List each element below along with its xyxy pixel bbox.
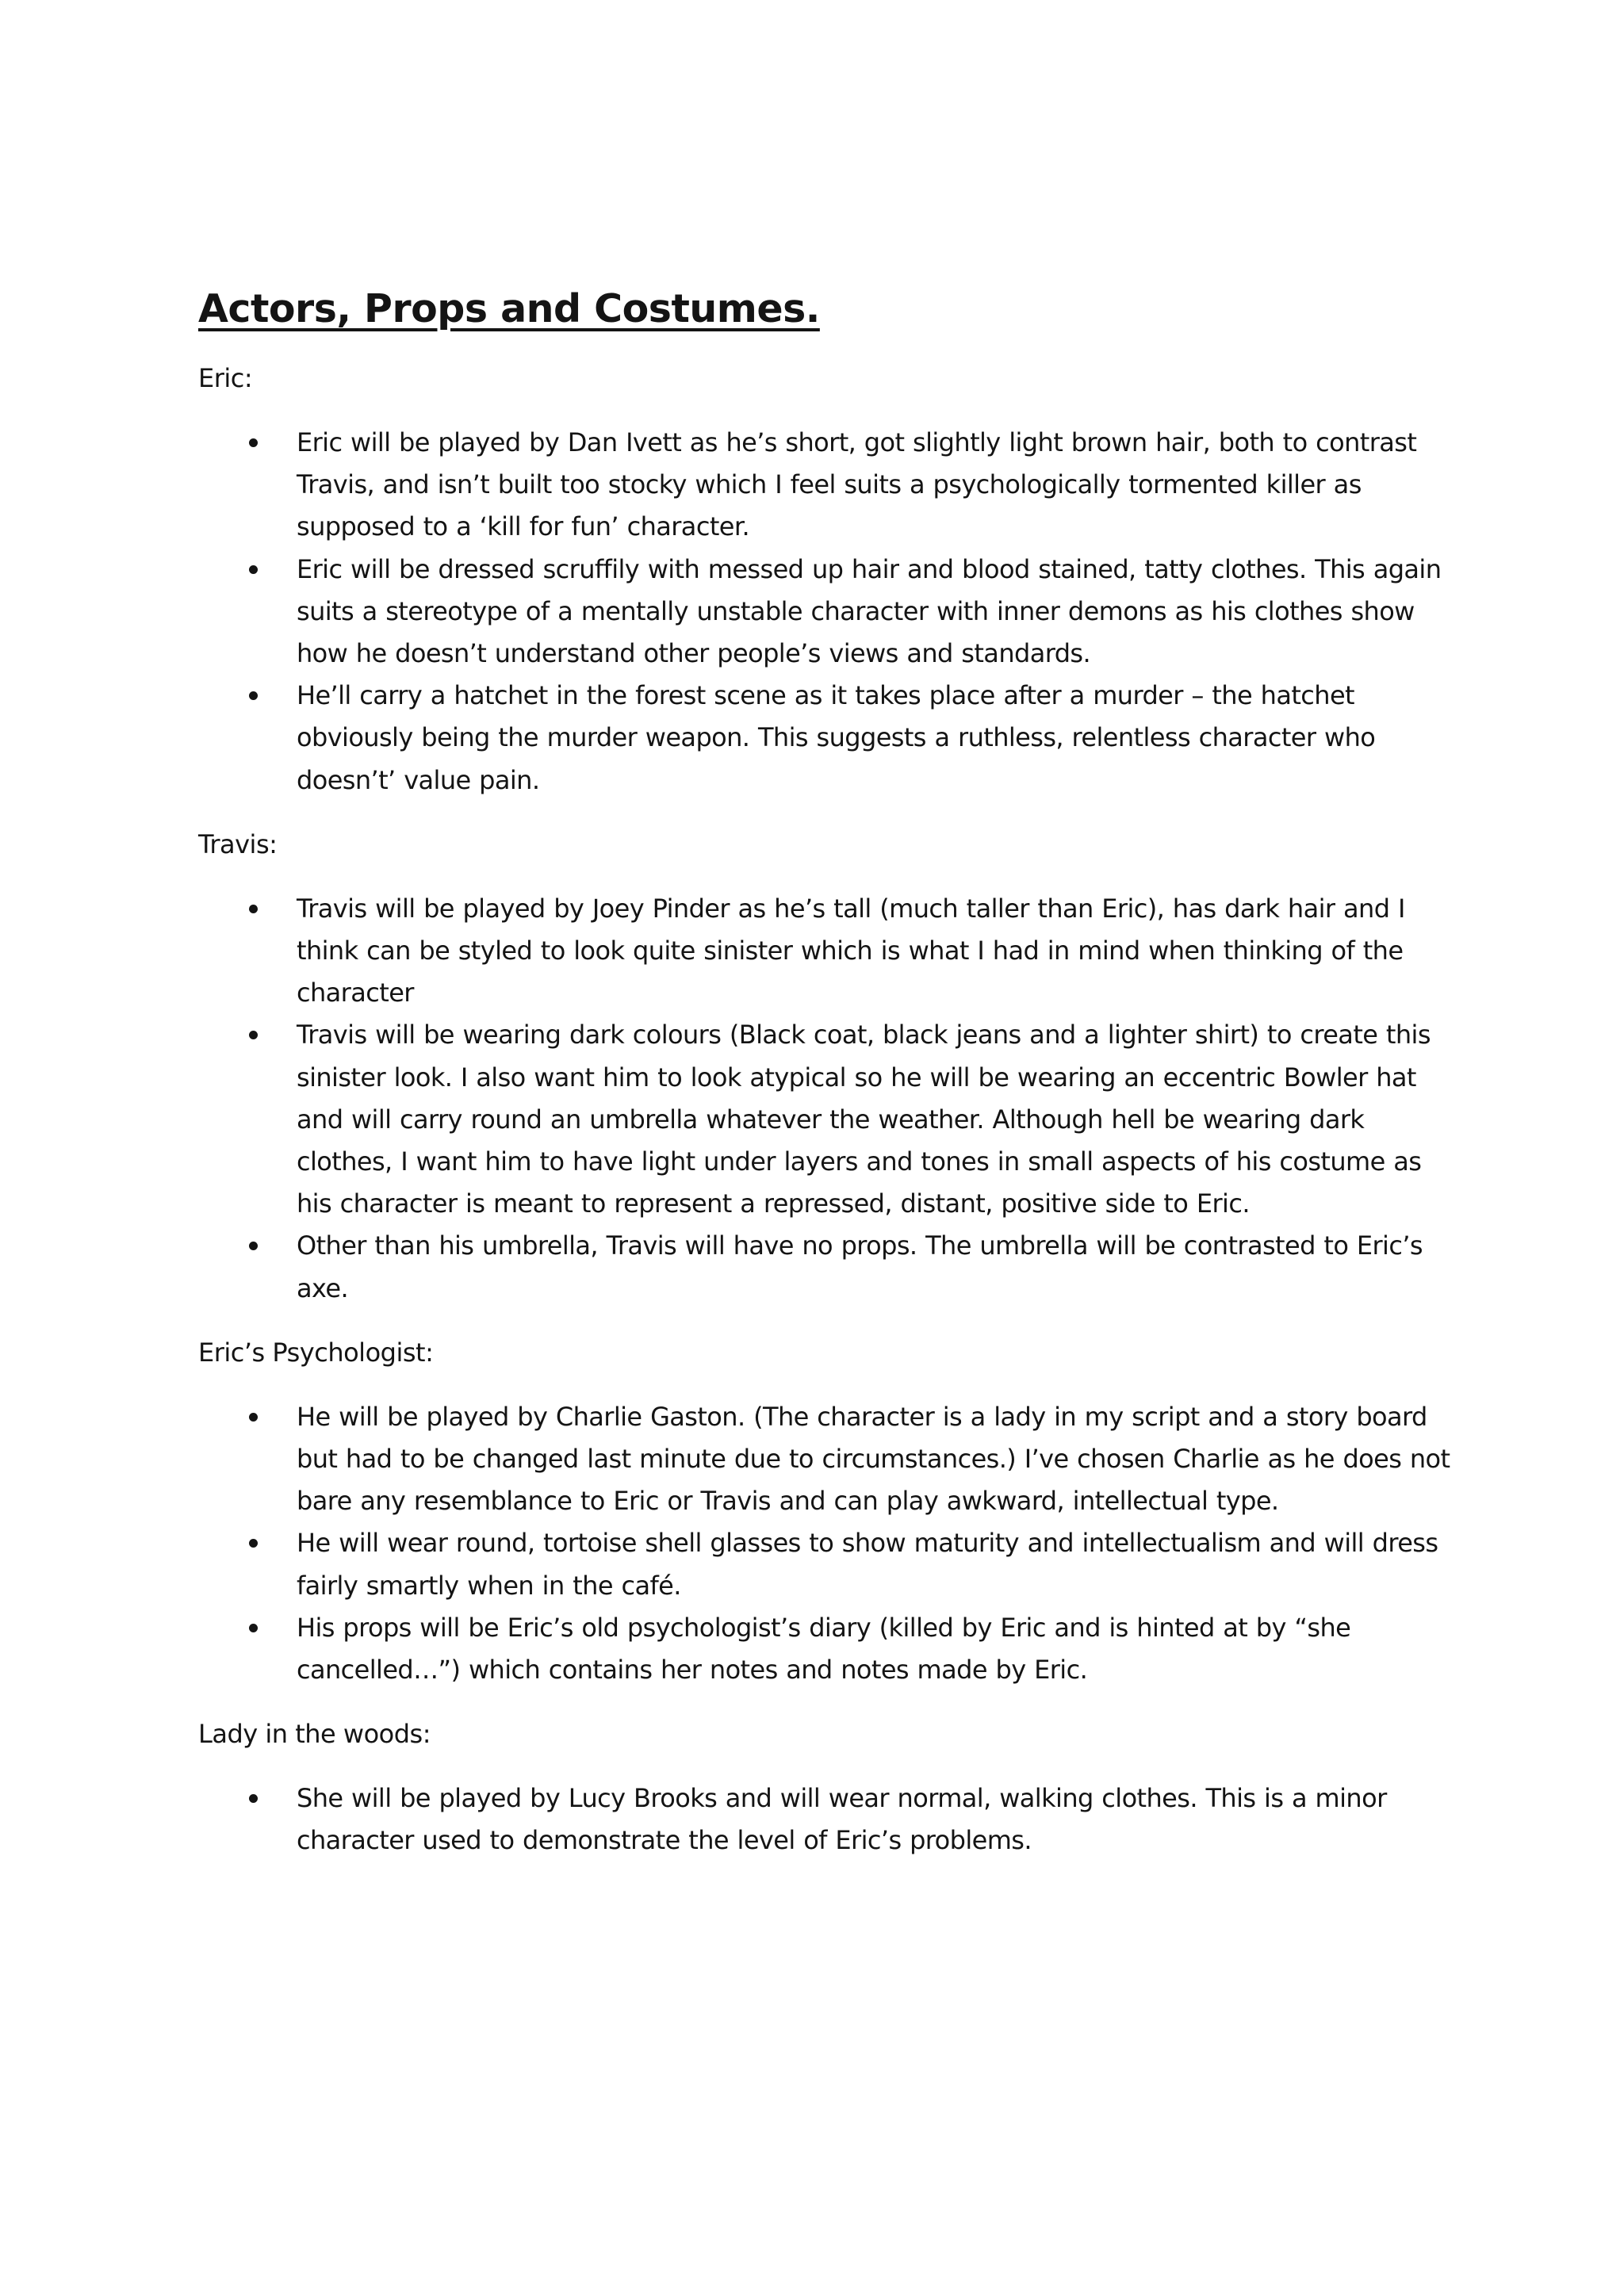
section-label-lady-in-woods: Lady in the woods: xyxy=(198,1719,431,1750)
bullet-icon xyxy=(249,438,258,447)
section-label-travis: Travis: xyxy=(198,828,278,859)
list-item xyxy=(198,888,1459,1015)
list-item-text: He will be played by Charlie Gaston. (The character is a lady in my script and a story board but had to be changed last minute due to circumstances.) I’ve chosen Charlie as he does not bare any resemblance to Eric or Travis and can play awkward, intellectual type. xyxy=(297,1401,1450,1517)
section-psychologist xyxy=(198,1332,1459,1691)
bullet-icon xyxy=(249,1794,258,1803)
list-item xyxy=(198,422,1459,549)
bullet-icon xyxy=(249,905,258,913)
list-item xyxy=(198,1396,1459,1523)
list-item-text: He’ll carry a hatchet in the forest scene as it takes place after a murder – the hatchet obviously being the murder weapon. This suggests a ruthless, relentless character who doesn’t’ value pain. xyxy=(297,680,1376,795)
bullet-icon xyxy=(249,565,258,574)
bullet-icon xyxy=(249,1624,258,1632)
bullet-list-eric xyxy=(198,422,1459,802)
section-label-psychologist: Eric’s Psychologist: xyxy=(198,1337,434,1368)
bullet-icon xyxy=(249,1413,258,1422)
list-item xyxy=(198,1777,1459,1862)
bullet-icon xyxy=(249,1031,258,1039)
list-item xyxy=(198,1225,1459,1309)
list-item xyxy=(198,1522,1459,1606)
list-item xyxy=(198,1014,1459,1225)
page-title: Actors, Props and Costumes. xyxy=(198,286,820,331)
bullet-icon xyxy=(249,1539,258,1548)
list-item-text: He will wear round, tortoise shell glasses to show maturity and intellectualism and will dress fairly smartly when in the café. xyxy=(297,1528,1438,1601)
list-item xyxy=(198,675,1459,802)
list-item-text: Eric will be dressed scruffily with messed up hair and blood stained, tatty clothes. This again suits a stereotype of a mentally unstable character with inner demons as his clothes show how he doesn’t understand other people’s views and standards. xyxy=(297,553,1442,669)
bullet-list-psychologist xyxy=(198,1396,1459,1691)
bullet-icon xyxy=(249,1242,258,1250)
section-travis xyxy=(198,824,1459,1310)
list-item-text: His props will be Eric’s old psychologist’s diary (killed by Eric and is hinted at by “she cancelled…”) which contains her notes and notes made by Eric. xyxy=(297,1612,1351,1686)
list-item xyxy=(198,549,1459,675)
section-label-eric: Eric: xyxy=(198,363,253,393)
list-item xyxy=(198,1607,1459,1691)
list-item-text: Travis will be wearing dark colours (Black coat, black jeans and a lighter shirt) to create this sinister look. I also want him to look atypical so he will be wearing an eccentric Bowler hat and will carry round an umbrella whatever the weather. Although hell be wearing dark clothes, I want him to have light under layers and tones in small aspects of his costume as his character is meant to represent a repressed, distant, positive side to Eric. xyxy=(297,1020,1431,1219)
section-lady-in-woods xyxy=(198,1713,1459,1862)
list-item-text: She will be played by Lucy Brooks and will wear normal, walking clothes. This is a minor character used to demonstrate the level of Eric’s problems. xyxy=(297,1783,1387,1856)
list-item-text: Other than his umbrella, Travis will have no props. The umbrella will be contrasted to Eric’s axe. xyxy=(297,1230,1423,1303)
bullet-list-lady-in-woods xyxy=(198,1777,1459,1862)
section-eric xyxy=(198,358,1459,802)
list-item-text: Eric will be played by Dan Ivett as he’s short, got slightly light brown hair, both to contrast Travis, and isn’t built too stocky which I feel suits a psychologically tormented killer as supposed to a ‘kill for fun’ character. xyxy=(297,427,1417,542)
list-item-text: Travis will be played by Joey Pinder as he’s tall (much taller than Eric), has dark hair and I think can be styled to look quite sinister which is what I had in mind when thinking of the character xyxy=(297,893,1405,1008)
bullet-icon xyxy=(249,691,258,700)
document-page xyxy=(198,281,1459,1885)
bullet-list-travis xyxy=(198,888,1459,1310)
